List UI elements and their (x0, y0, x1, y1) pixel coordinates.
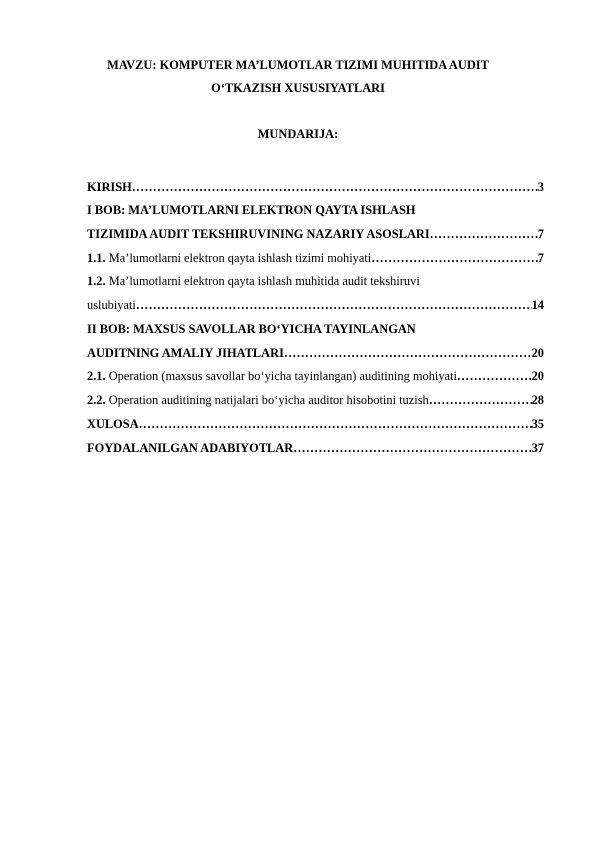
toc-entry-title (87, 250, 371, 266)
toc-leader-dots (293, 440, 531, 456)
toc-section-text: Operation (maxsus savollar bo‘yicha tayinlangan) auditining mohiyati (105, 369, 457, 383)
toc-page-number: 7 (537, 251, 544, 265)
toc-entry-title (87, 368, 457, 384)
toc-entry-section-1-1 (87, 250, 544, 266)
toc-entry-title: I BOB: MA’LUMOTLARNI ELEKTRON QAYTA ISHLASH (87, 203, 416, 217)
toc-entry-section-2-1 (87, 368, 544, 384)
toc-entry-title: FOYDALANILGAN ADABIYOTLAR (87, 441, 294, 455)
toc-page-number: 37 (531, 441, 544, 455)
toc-entry-title: TIZIMIDA AUDIT TEKSHIRUVINING NAZARIY ASOSLARI (87, 227, 430, 241)
toc-section-number: 2.2. (87, 393, 106, 407)
toc-leader-dots (371, 250, 538, 266)
toc-entry-title: II BOB: MAXSUS SAVOLLAR BO‘YICHA TAYINLANGAN (87, 322, 416, 336)
document-title-line-1: MAVZU: KOMPUTER MA’LUMOTLAR TIZIMI MUHITIDA AUDIT (107, 58, 489, 72)
toc-leader-dots (136, 297, 532, 313)
toc-section-text: Ma’lumotlarni elektron qayta ishlash muhitida audit tekshiruvi (105, 274, 420, 288)
toc-entry-kirish (87, 179, 544, 195)
toc-leader-dots (132, 179, 538, 195)
toc-entry-section-1-2-line-1 (87, 273, 544, 289)
toc-leader-dots (139, 416, 532, 432)
toc-section-text: Operation auditining natijalari bo‘yicha auditor hisobotini tuzish (105, 393, 429, 407)
toc-leader-dots (430, 226, 538, 242)
toc-entry-chapter-1-line-2 (87, 226, 544, 242)
contents-heading: MUNDARIJA: (257, 127, 339, 141)
toc-page-number: 3 (537, 180, 544, 194)
toc-section-number: 2.1. (87, 369, 106, 383)
toc-entry-title: AUDITNING AMALIY JIHATLARI (87, 346, 284, 360)
document-title-line-2: O‘TKAZISH XUSUSIYATLARI (211, 81, 385, 95)
toc-leader-dots (457, 368, 532, 384)
toc-entry-title: XULOSA (87, 417, 139, 431)
toc-section-number: 1.1. (87, 251, 106, 265)
toc-section-text: Ma’lumotlarni elektron qayta ishlash tizimi mohiyati (105, 251, 372, 265)
toc-entry-adabiyotlar (87, 440, 544, 456)
toc-page-number: 20 (531, 346, 544, 360)
toc-entry-title (87, 392, 429, 408)
toc-entry-title: KIRISH (87, 180, 132, 194)
toc-page-number: 14 (531, 298, 544, 312)
toc-entry-chapter-2-line-2 (87, 345, 544, 361)
toc-page-number: 7 (537, 227, 544, 241)
toc-entry-title (87, 273, 420, 289)
toc-page-number: 20 (531, 369, 544, 383)
toc-entry-xulosa (87, 416, 544, 432)
toc-leader-dots (284, 345, 532, 361)
toc-entry-chapter-2-line-1 (87, 321, 544, 337)
toc-entry-chapter-1-line-1 (87, 202, 544, 218)
toc-entry-section-1-2-line-2 (87, 297, 544, 313)
toc-section-text: uslubiyati (87, 298, 136, 312)
toc-entry-section-2-2 (87, 392, 544, 408)
toc-page-number: 35 (531, 417, 544, 431)
toc-section-number: 1.2. (87, 274, 106, 288)
toc-leader-dots (429, 392, 532, 408)
toc-page-number: 28 (531, 393, 544, 407)
